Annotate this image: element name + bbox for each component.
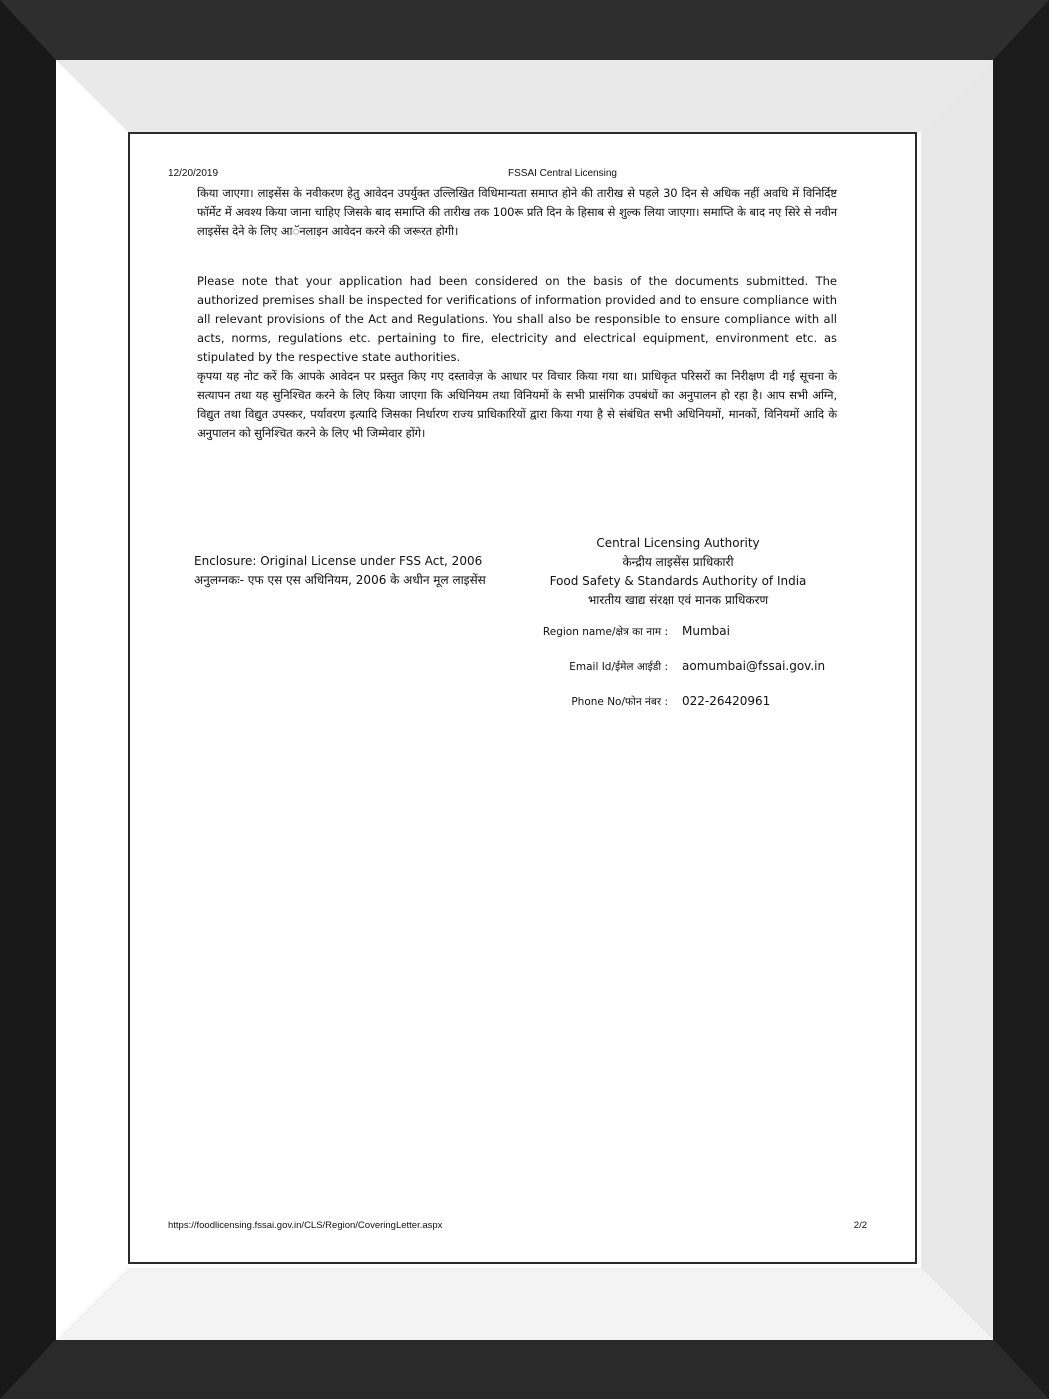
phone-value: 022-26420961 <box>682 694 771 708</box>
mat-right-bevel <box>921 60 993 1340</box>
mat-top-bevel <box>56 60 993 132</box>
phone-label: Phone No/फोन नंबर : <box>571 696 668 708</box>
authority-line-4: भारतीय खाद्य संरक्षा एवं मानक प्राधिकरण <box>587 593 769 607</box>
region-row <box>500 624 880 639</box>
authority-line-1: Central Licensing Authority <box>596 536 760 550</box>
print-title: FSSAI Central Licensing <box>508 168 617 179</box>
mat-left-bevel <box>56 60 128 1340</box>
region-value: Mumbai <box>682 624 730 638</box>
print-date: 12/20/2019 <box>168 168 219 179</box>
frame-right-edge <box>993 0 1049 1399</box>
frame-top-edge <box>0 0 1049 60</box>
email-label: Email Id/ईमेल आईडी : <box>569 661 668 673</box>
english-note-paragraph: Please note that your application had been considered on the basis of the documents submitted. The authorized premises shall be inspected for verifications of information provided and to ensure compliance with all relevant provisions of the Act and Regulations. You shall also be responsible to ensure compliance with all acts, norms, regulations etc. pertaining to fire, electricity and electrical equipment, environment etc. as stipulated by the respective state authorities. <box>197 274 837 364</box>
document-page <box>128 132 917 1264</box>
hindi-renewal-paragraph: किया जाएगा। लाइसेंस के नवीकरण हेतु आवेदन उपर्युक्त उल्लिखित विधिमान्यता समाप्त होने की तारीख से पहले 30 दिन से अधिक नहीं अवधि में विनिर्दिष्ट फॉर्मेट में अवश्य किया जाना चाहिए जिसके बाद समाप्ति की तारीख तक 100रू प्रति दिन के हिसाब से शुल्क लिया जाएगा। समाप्ति के बाद नए सिरे से नवीन लाइसेंस देने के लिए आॅनलाइन आवेदन करने की जरूरत होगी। <box>197 186 837 238</box>
email-value: aomumbai@fssai.gov.in <box>682 659 826 673</box>
enclosure-block <box>194 552 486 590</box>
enclosure-hindi: अनुलग्नकः- एफ एस एस अधिनियम, 2006 के अधीन मूल लाइसेंस <box>194 573 486 587</box>
page-number: 2/2 <box>853 1220 867 1231</box>
authority-block <box>528 534 828 610</box>
mat-bottom-bevel <box>56 1268 993 1340</box>
authority-line-2: केन्द्रीय लाइसेंस प्राधिकारी <box>622 555 734 569</box>
region-label: Region name/क्षेत्र का नाम : <box>542 626 668 638</box>
email-row <box>500 659 880 674</box>
authority-line-3: Food Safety & Standards Authority of India <box>549 574 807 588</box>
phone-row <box>500 694 880 709</box>
enclosure-english: Enclosure: Original License under FSS Act, 2006 <box>194 554 483 568</box>
hindi-note-paragraph: कृपया यह नोट करें कि आपके आवेदन पर प्रस्तुत किए गए दस्तावेज़ के आधार पर विचार किया गया था। प्राधिकृत परिसरों का निरीक्षण दी गई सूचना के सत्यापन तथा यह सुनिश्चित करने के लिए किया जाएगा कि अधिनियम तथा विनियमों के सभी प्रासंगिक उपबंधों का अनुपालन हो रहा है। आप सभी अग्नि, विद्युत तथा विद्युत उपस्कर, पर्यावरण इत्यादि जिसका निर्धारण राज्य प्राधिकारियों द्वारा किया गया है से संबंधित सभी अधिनियमों, मानकों, विनियमों आदि के अनुपालन को सुनिश्चित करने के लिए भी जिम्मेवार होंगे। <box>197 369 837 440</box>
footer-url: https://foodlicensing.fssai.gov.in/CLS/Region/CoveringLetter.aspx <box>168 1220 443 1231</box>
frame-bottom-edge <box>0 1339 1049 1399</box>
frame-left-edge <box>0 0 56 1399</box>
